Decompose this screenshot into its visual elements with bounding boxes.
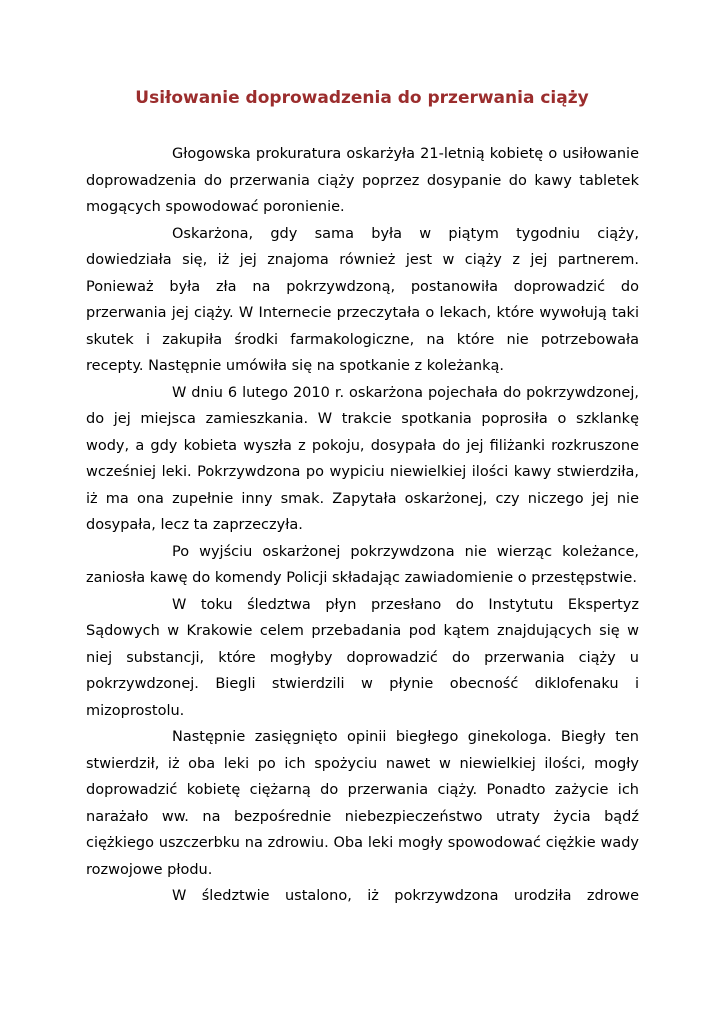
document-title: Usiłowanie doprowadzenia do przerwania ciąży	[135, 88, 589, 108]
paragraph: W śledztwie ustalono, iż pokrzywdzona urodziła zdrowe	[172, 888, 639, 904]
paragraph: W dniu 6 lutego 2010 r. oskarżona pojechała do pokrzywdzonej, do jej miejsca zamieszkania. W trakcie spotkania poprosiła o szklankę wody, a gdy kobieta wyszła z pokoju, dosypała do jej filiżanki rozkruszone wcześniej leki. Pokrzywdzona po wypiciu niewielkiej ilości kawy stwierdziła, iż ma ona zupełnie inny smak. Zapytała oskarżonej, czy niczego jej nie dosypała, lecz ta zaprzeczyła.	[86, 384, 639, 533]
paragraph: Oskarżona, gdy sama była w piątym tygodniu ciąży, dowiedziała się, iż jej znajoma również jest w ciąży z jej partnerem. Ponieważ była zła na pokrzywdzoną, postanowiła doprowadzić do przerwania jej ciąży. W Internecie przeczytała o lekach, które wywołują taki skutek i zakupiła środki farmakologiczne, na które nie potrzebowała recepty. Następnie umówiła się na spotkanie z koleżanką.	[86, 225, 639, 374]
document-body	[86, 141, 639, 910]
paragraph: Następnie zasięgnięto opinii biegłego ginekologa. Biegły ten stwierdził, iż oba leki po ich spożyciu nawet w niewielkiej ilości, mogły doprowadzić kobietę ciężarną do przerwania ciąży. Ponadto zażycie ich narażało ww. na bezpośrednie niebezpieczeństwo utraty życia bądź ciężkiego uszczerbku na zdrowiu. Oba leki mogły spowodować ciężkie wady rozwojowe płodu.	[86, 729, 639, 878]
paragraph: Po wyjściu oskarżonej pokrzywdzona nie wierząc koleżance, zaniosła kawę do komendy Policji składając zawiadomienie o przestępstwie.	[86, 543, 639, 586]
paragraph: W toku śledztwa płyn przesłano do Instytutu Ekspertyz Sądowych w Krakowie celem przebadania pod kątem znajdujących się w niej substancji, które mogłyby doprowadzić do przerwania ciąży u pokrzywdzonej. Biegli stwierdzili w płynie obecność diklofenaku i mizoprostolu.	[86, 596, 639, 719]
paragraph: Głogowska prokuratura oskarżyła 21-letnią kobietę o usiłowanie doprowadzenia do przerwania ciąży poprzez dosypanie do kawy tabletek mogących spowodować poronienie.	[86, 146, 639, 215]
